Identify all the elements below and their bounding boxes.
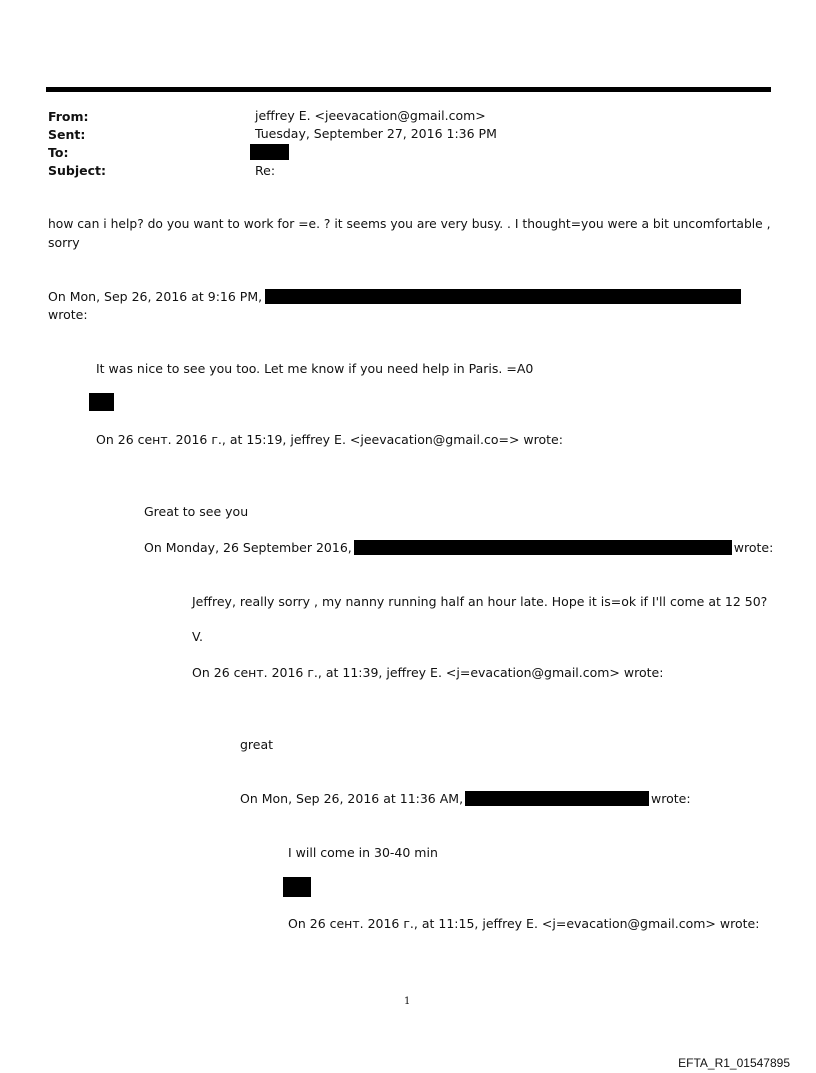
reply-text-line2: sorry — [48, 235, 80, 250]
quote6-header: On 26 сент. 2016 г., at 11:15, jeffrey E. <j=evacation@gmail.com> wrote: — [288, 916, 760, 931]
quote2-header: On 26 сент. 2016 г., at 15:19, jeffrey E. <jeevacation@gmail.co=> wrote: — [96, 432, 563, 447]
quote3-text: Jeffrey, really sorry , my nanny running half an hour late. Hope it is=ok if I'll come at 12 50? — [192, 594, 768, 609]
quote5-signature-redaction — [283, 877, 311, 897]
subject-value: Re: — [255, 163, 276, 178]
quote1-text: It was nice to see you too. Let me know if you need help in Paris. =A0 — [96, 361, 534, 376]
quote3-header — [144, 539, 773, 556]
sent-value: Tuesday, September 27, 2016 1:36 PM — [255, 126, 497, 141]
quote1-header-start: On Mon, Sep 26, 2016 at 9:16 PM, — [48, 289, 263, 304]
quote4-text: great — [240, 737, 274, 752]
quote1-header — [48, 288, 741, 305]
quote5-text: I will come in 30-40 min — [288, 845, 438, 860]
quote5-header — [240, 790, 691, 807]
from-label: From: — [48, 109, 89, 124]
quote1-signature-redaction — [89, 393, 114, 411]
to-redaction — [250, 144, 289, 160]
quote5-header-start: On Mon, Sep 26, 2016 at 11:36 AM, — [240, 791, 464, 806]
quote1-header-end: wrote: — [48, 307, 88, 322]
quote3-header-end: wrote: — [733, 540, 774, 555]
quote2-text: Great to see you — [144, 504, 249, 519]
sent-label: Sent: — [48, 127, 86, 142]
quote3-sender-redaction — [354, 540, 732, 555]
quote1-sender-redaction — [265, 289, 741, 304]
quote5-sender-redaction — [465, 791, 649, 806]
quote4-header: On 26 сент. 2016 г., at 11:39, jeffrey E. <j=evacation@gmail.com> wrote: — [192, 665, 664, 680]
quote3-header-start: On Monday, 26 September 2016, — [144, 540, 352, 555]
header-rule — [46, 87, 771, 92]
page-number: 1 — [404, 996, 411, 1007]
quote5-header-end: wrote: — [651, 791, 691, 806]
bates-number: EFTA_R1_01547895 — [678, 1056, 790, 1070]
reply-text-line1: how can i help? do you want to work for =e. ? it seems you are very busy. . I thought=you were a bit uncomfortable , — [48, 217, 771, 231]
from-value: jeffrey E. <jeevacation@gmail.com> — [255, 108, 486, 123]
quote3-signature: V. — [192, 629, 203, 644]
to-label: To: — [48, 145, 69, 160]
subject-label: Subject: — [48, 163, 106, 178]
